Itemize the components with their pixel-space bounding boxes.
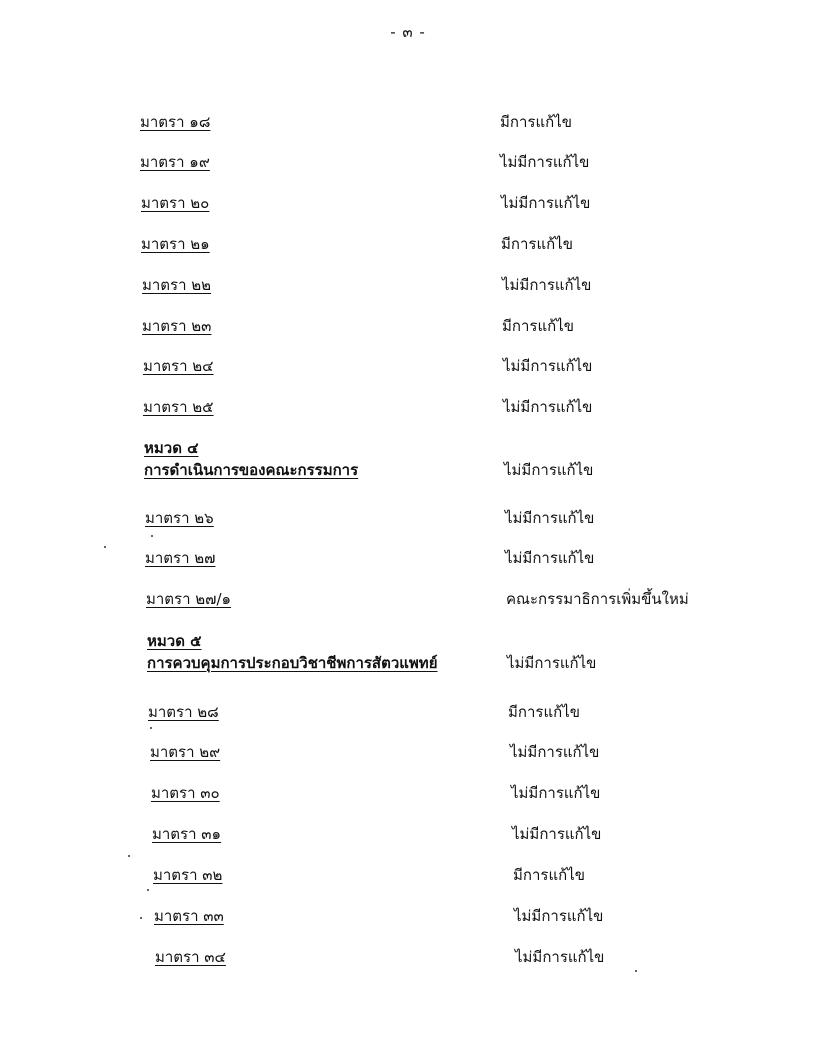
section-label: มาตรา ๒๕ <box>143 398 214 416</box>
section-row <box>143 395 783 419</box>
scan-speck <box>104 546 106 548</box>
section-row <box>155 945 795 969</box>
section-row <box>140 150 780 174</box>
section-row <box>150 740 790 764</box>
amendment-status: มีการแก้ไข <box>508 703 580 721</box>
section-label: มาตรา ๒๒ <box>142 276 212 294</box>
section-row <box>141 232 781 256</box>
scan-speck <box>147 889 149 891</box>
section-label: มาตรา ๑๘ <box>140 113 211 131</box>
section-label: มาตรา ๒๓ <box>142 317 212 335</box>
section-label: มาตรา ๒๐ <box>141 194 210 212</box>
amendment-status: ไม่มีการแก้ไข <box>501 194 591 212</box>
section-row <box>142 314 782 338</box>
chapter-title: การดำเนินการของคณะกรรมการ <box>144 461 359 479</box>
amendment-status: มีการแก้ไข <box>502 317 574 335</box>
amendment-status: ไม่มีการแก้ไข <box>507 654 597 672</box>
section-label: มาตรา ๒๙ <box>150 743 221 761</box>
section-row <box>145 506 785 530</box>
section-row <box>145 546 785 570</box>
section-label: มาตรา ๑๙ <box>140 153 210 171</box>
amendment-status: ไม่มีการแก้ไข <box>511 784 601 802</box>
amendment-status: มีการแก้ไข <box>501 235 573 253</box>
section-row <box>148 700 788 724</box>
section-label: มาตรา ๓๔ <box>155 948 226 966</box>
chapter-heading <box>147 630 787 678</box>
scan-speck <box>635 970 637 972</box>
amendment-status: มีการแก้ไข <box>513 866 585 884</box>
scan-speck <box>150 727 152 729</box>
section-label: มาตรา ๒๗/๑ <box>146 590 232 608</box>
section-label: มาตรา ๒๘ <box>148 703 219 721</box>
amendment-status: ไม่มีการแก้ไข <box>505 509 595 527</box>
section-label: มาตรา ๓๓ <box>154 907 224 925</box>
chapter-label: หมวด ๕ <box>147 632 202 650</box>
amendment-status: ไม่มีการแก้ไข <box>503 357 593 375</box>
section-row <box>142 273 782 297</box>
scan-speck <box>140 917 142 919</box>
amendment-status: ไม่มีการแก้ไข <box>514 907 604 925</box>
section-label: มาตรา ๓๐ <box>151 784 220 802</box>
section-row <box>153 863 793 887</box>
section-row <box>140 110 780 134</box>
amendment-status: ไม่มีการแก้ไข <box>510 743 600 761</box>
amendment-status: ไม่มีการแก้ไข <box>515 948 605 966</box>
section-row <box>152 822 792 846</box>
amendment-status: ไม่มีการแก้ไข <box>512 825 602 843</box>
section-label: มาตรา ๒๔ <box>143 357 214 375</box>
section-label: มาตรา ๓๑ <box>152 825 222 843</box>
amendment-status: คณะกรรมาธิการเพิ่มขึ้นใหม่ <box>506 590 689 608</box>
section-label: มาตรา ๒๗ <box>145 549 216 567</box>
amendment-status: ไม่มีการแก้ไข <box>500 153 590 171</box>
section-row <box>151 781 791 805</box>
amendment-status: ไม่มีการแก้ไข <box>503 398 593 416</box>
section-label: มาตรา ๒๖ <box>145 509 214 527</box>
section-label: มาตรา ๒๑ <box>141 235 210 253</box>
scan-speck <box>128 855 130 857</box>
amendment-status: มีการแก้ไข <box>500 113 572 131</box>
amendment-status: ไม่มีการแก้ไข <box>502 276 592 294</box>
section-row <box>154 904 794 928</box>
chapter-title: การควบคุมการประกอบวิชาชีพการสัตวแพทย์ <box>147 654 438 672</box>
section-row <box>143 354 783 378</box>
scan-speck <box>151 535 153 537</box>
amendment-status: ไม่มีการแก้ไข <box>504 461 594 479</box>
amendment-status: ไม่มีการแก้ไข <box>505 549 595 567</box>
page-number: - ๓ - <box>390 23 426 41</box>
chapter-label: หมวด ๔ <box>144 439 199 457</box>
chapter-heading <box>144 437 784 485</box>
section-label: มาตรา ๓๒ <box>153 866 223 884</box>
section-row <box>141 191 781 215</box>
section-row <box>146 587 786 611</box>
